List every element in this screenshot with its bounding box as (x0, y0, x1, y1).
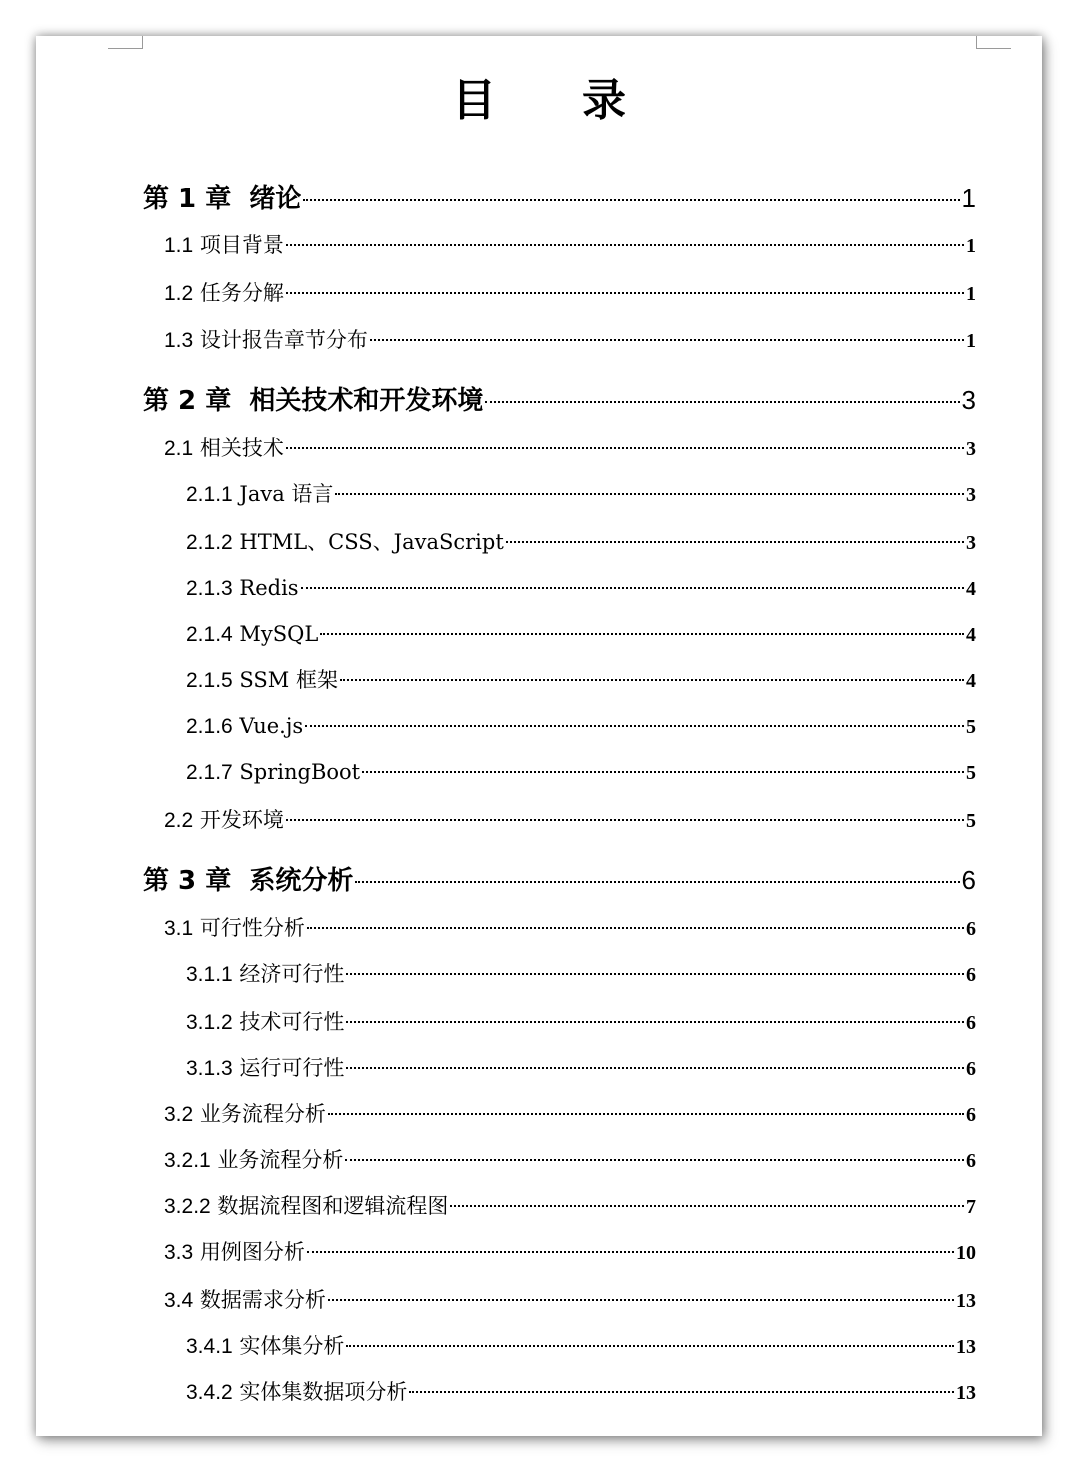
toc-entry-number: 1.2 (164, 282, 194, 305)
toc-dot-leader (355, 881, 959, 883)
toc-entry-spacer (231, 384, 249, 418)
toc-entry-title: 数据需求分析 (199, 1288, 326, 1312)
toc-entry-page: 1 (966, 235, 976, 257)
toc-entry-number: 第 2 章 (143, 386, 232, 416)
toc-entry-title: Vue.js (239, 714, 304, 738)
toc-entry[interactable] (186, 663, 976, 697)
toc-entry-title: SSM 框架 (239, 668, 338, 692)
toc-entry-spacer (193, 1097, 200, 1131)
toc-entry-spacer (233, 957, 240, 991)
toc-entry[interactable] (186, 525, 976, 559)
toc-entry-page: 6 (966, 964, 976, 986)
toc-entry-number: 3.2 (164, 1103, 194, 1126)
toc-entry[interactable] (164, 911, 976, 945)
toc-entry-page: 4 (966, 624, 976, 646)
toc-dot-leader (301, 587, 964, 589)
toc-entry[interactable] (143, 863, 976, 897)
toc-entry-title: 业务流程分析 (217, 1148, 344, 1172)
toc-dot-leader (335, 493, 964, 495)
toc-entry-title: 实体集分析 (239, 1334, 345, 1358)
toc-dot-leader (286, 244, 964, 246)
toc-entry-number: 3.4 (164, 1289, 194, 1312)
toc-entry[interactable] (186, 1329, 976, 1363)
toc-entry[interactable] (186, 1005, 976, 1039)
toc-entry-page: 6 (966, 1012, 976, 1034)
toc-entry-number: 2.1.6 (186, 715, 233, 738)
toc-dot-leader (370, 339, 964, 341)
toc-entry-spacer (193, 1235, 200, 1269)
toc-entry-title: 实体集数据项分析 (239, 1380, 408, 1404)
toc-entry-spacer (233, 525, 240, 559)
toc-dot-leader (506, 541, 964, 543)
toc-entry-spacer (233, 755, 240, 789)
toc-entry-page: 6 (966, 1058, 976, 1080)
toc-dot-leader (328, 1113, 964, 1115)
toc-entry-page: 13 (956, 1290, 976, 1312)
toc-dot-leader (286, 447, 964, 449)
toc-dot-leader (450, 1205, 964, 1207)
toc-entry-number: 3.4.1 (186, 1335, 233, 1358)
toc-entry-page: 4 (966, 670, 976, 692)
toc-entry-title: 业务流程分析 (199, 1102, 326, 1126)
toc-entry[interactable] (164, 1189, 976, 1223)
toc-entry-title: 技术可行性 (239, 1010, 345, 1034)
toc-entry[interactable] (164, 803, 976, 837)
toc-entry-page: 1 (966, 330, 976, 352)
toc-entry-title: 系统分析 (249, 866, 354, 896)
toc-entry-number: 2.1.7 (186, 761, 233, 784)
toc-entry-title: 项目背景 (199, 233, 284, 257)
document-page (36, 36, 1042, 1436)
toc-entry-number: 1.3 (164, 329, 194, 352)
margin-corner-mark (976, 36, 1011, 49)
toc-entry-page: 4 (966, 578, 976, 600)
toc-entry-title: 运行可行性 (239, 1056, 345, 1080)
toc-dot-leader (286, 292, 964, 294)
toc-entry-number: 2.1.4 (186, 623, 233, 646)
toc-entry-number: 2.1.2 (186, 531, 233, 554)
toc-entry-page: 3 (966, 438, 976, 460)
toc-entry-number: 3.2.1 (164, 1149, 211, 1172)
toc-entry-page: 5 (966, 810, 976, 832)
toc-dot-leader (320, 633, 964, 635)
toc-dot-leader (307, 1251, 954, 1253)
toc-entry-number: 2.1.3 (186, 577, 233, 600)
toc-entry[interactable] (186, 957, 976, 991)
toc-entry-page: 5 (966, 762, 976, 784)
toc-entry-page: 1 (961, 183, 976, 213)
toc-entry[interactable] (186, 709, 976, 743)
toc-entry[interactable] (164, 1235, 976, 1269)
toc-dot-leader (362, 771, 964, 773)
toc-entry-spacer (211, 1143, 218, 1177)
toc-entry-spacer (193, 431, 200, 465)
toc-dot-leader (409, 1391, 954, 1393)
toc-entry-spacer (233, 1051, 240, 1085)
toc-entry-title: SpringBoot (239, 760, 361, 784)
toc-entry[interactable] (164, 323, 976, 357)
toc-entry[interactable] (164, 276, 976, 310)
toc-entry-page: 5 (966, 716, 976, 738)
toc-entry-number: 3.1.3 (186, 1057, 233, 1080)
toc-entry-page: 7 (966, 1196, 976, 1218)
toc-entry-number: 3.1.1 (186, 963, 233, 986)
toc-dot-leader (346, 1067, 964, 1069)
toc-dot-leader (346, 1021, 964, 1023)
toc-entry-page: 6 (961, 865, 976, 895)
toc-entry-page: 6 (966, 918, 976, 940)
toc-entry[interactable] (164, 1283, 976, 1317)
toc-title-char: 录 (582, 75, 626, 126)
toc-entry-spacer (233, 1329, 240, 1363)
toc-entry-title: 相关技术和开发环境 (249, 386, 484, 416)
toc-entry[interactable] (164, 228, 976, 262)
toc-entry-title: MySQL (239, 622, 319, 646)
toc-entry-page: 3 (961, 385, 976, 415)
toc-entry-title: 用例图分析 (199, 1240, 305, 1264)
toc-entry-number: 第 1 章 (143, 184, 232, 214)
toc-entry-spacer (193, 911, 200, 945)
toc-entry-spacer (233, 617, 240, 651)
toc-entry[interactable] (186, 755, 976, 789)
toc-entry-title: Redis (239, 576, 299, 600)
toc-entry-page: 1 (966, 283, 976, 305)
toc-entry-spacer (231, 182, 249, 216)
toc-entry-spacer (233, 1005, 240, 1039)
toc-entry-spacer (211, 1189, 218, 1223)
toc-entry-spacer (193, 1283, 200, 1317)
toc-entry-number: 3.3 (164, 1241, 194, 1264)
toc-entry-spacer (233, 663, 240, 697)
toc-entry-page: 6 (966, 1150, 976, 1172)
toc-entry-title: Java 语言 (239, 482, 334, 506)
toc-entry-page: 13 (956, 1336, 976, 1358)
toc-entry-title: HTML、CSS、JavaScript (239, 530, 504, 554)
toc-entry-spacer (193, 323, 200, 357)
toc-entry[interactable] (164, 1143, 976, 1177)
toc-entry[interactable] (186, 1051, 976, 1085)
toc-dot-leader (340, 679, 964, 681)
toc-entry-spacer (193, 276, 200, 310)
toc-dot-leader (286, 819, 964, 821)
toc-title (36, 64, 1042, 128)
toc-entry-number: 3.4.2 (186, 1381, 233, 1404)
toc-entry-number: 第 3 章 (143, 866, 232, 896)
toc-entry-number: 2.1.1 (186, 483, 233, 506)
toc-dot-leader (485, 401, 959, 403)
toc-entry[interactable] (143, 181, 976, 215)
toc-entry-number: 3.1.2 (186, 1011, 233, 1034)
toc-dot-leader (307, 927, 964, 929)
toc-entry-page: 6 (966, 1104, 976, 1126)
toc-entry-number: 1.1 (164, 234, 194, 257)
toc-entry-spacer (233, 571, 240, 605)
toc-dot-leader (346, 1345, 954, 1347)
toc-entry[interactable] (186, 477, 976, 511)
toc-entry-spacer (193, 228, 200, 262)
toc-entry-spacer (231, 864, 249, 898)
toc-entry[interactable] (186, 571, 976, 605)
toc-entry-title: 可行性分析 (199, 916, 305, 940)
toc-dot-leader (346, 973, 964, 975)
toc-entry-page: 3 (966, 532, 976, 554)
toc-entry-title: 相关技术 (199, 436, 284, 460)
toc-entry-title: 绪论 (249, 184, 302, 214)
toc-entry-spacer (233, 1375, 240, 1409)
margin-corner-mark (108, 36, 143, 49)
toc-dot-leader (305, 725, 964, 727)
toc-entry-number: 2.2 (164, 809, 194, 832)
toc-entry-number: 2.1.5 (186, 669, 233, 692)
toc-entry-page: 3 (966, 484, 976, 506)
toc-dot-leader (345, 1159, 964, 1161)
toc-entry-page: 13 (956, 1382, 976, 1404)
toc-entry[interactable] (143, 383, 976, 417)
toc-entry-spacer (193, 803, 200, 837)
toc-title-char: 目 (452, 75, 496, 126)
toc-entry[interactable] (164, 431, 976, 465)
toc-dot-leader (303, 199, 959, 201)
toc-entry-title: 设计报告章节分布 (199, 328, 368, 352)
toc-entry[interactable] (186, 1375, 976, 1409)
toc-entry-page: 10 (956, 1242, 976, 1264)
toc-entry-title: 任务分解 (199, 281, 284, 305)
toc-entry[interactable] (164, 1097, 976, 1131)
toc-entry-number: 2.1 (164, 437, 194, 460)
toc-entry-title: 经济可行性 (239, 962, 345, 986)
toc-entry-title: 数据流程图和逻辑流程图 (217, 1194, 449, 1218)
toc-entry[interactable] (186, 617, 976, 651)
toc-entry-title: 开发环境 (199, 808, 284, 832)
toc-entry-number: 3.2.2 (164, 1195, 211, 1218)
toc-entry-number: 3.1 (164, 917, 194, 940)
toc-dot-leader (328, 1299, 954, 1301)
